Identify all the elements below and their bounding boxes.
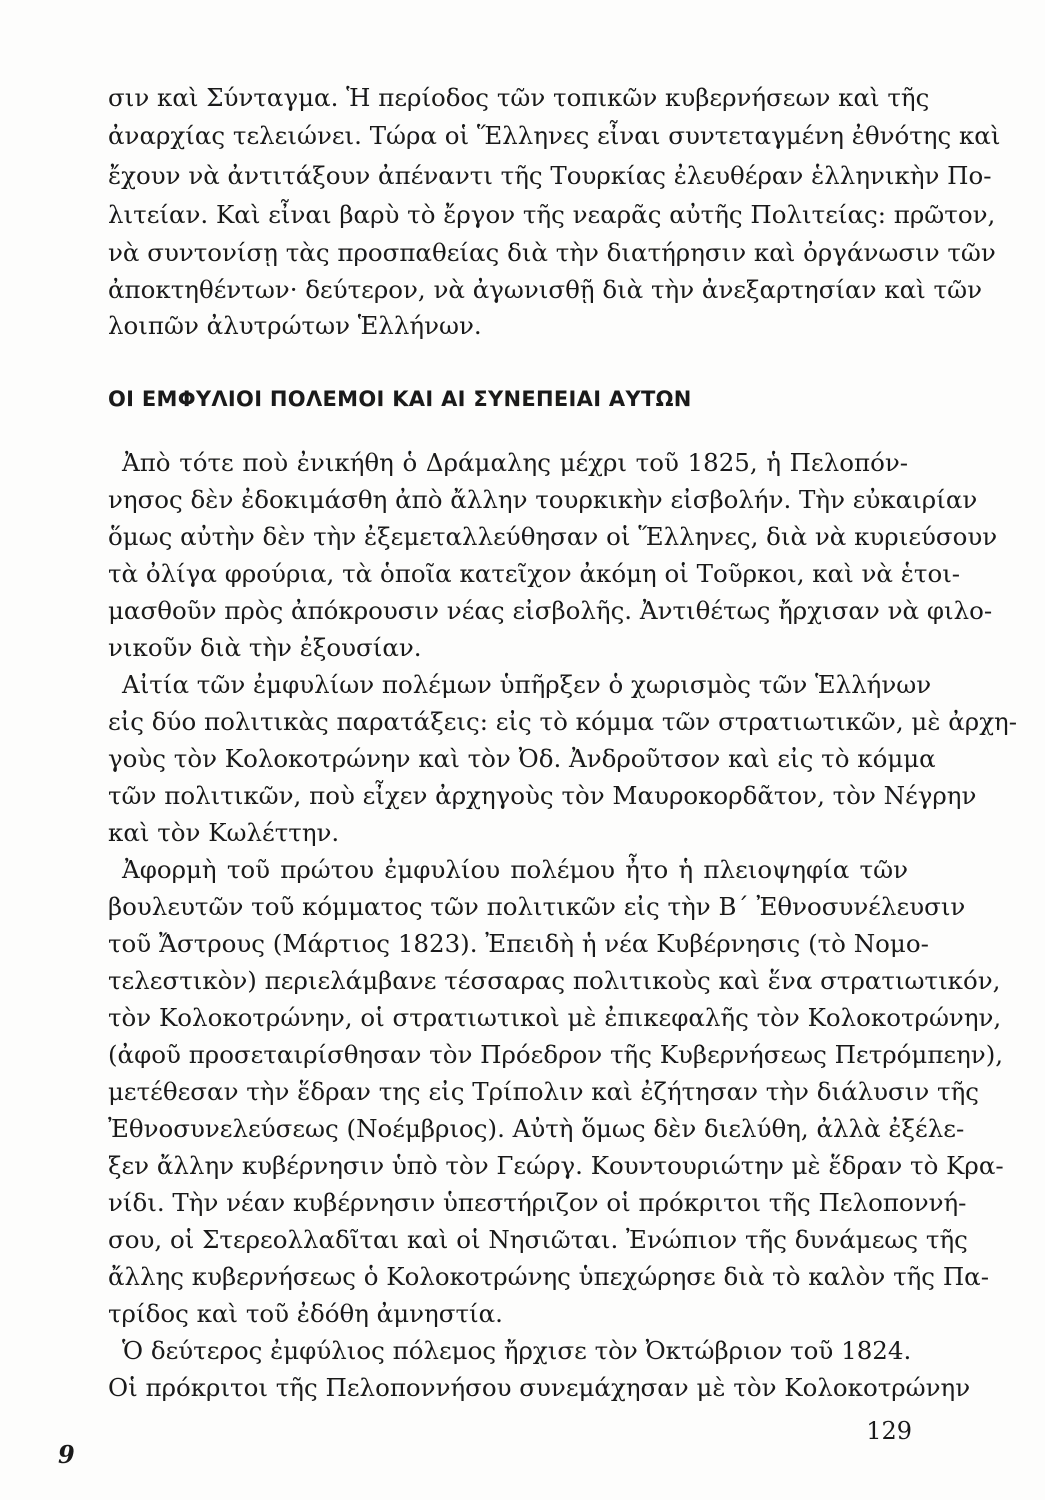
text-line: νὰ συντονίσῃ τὰς προσπαθείας διὰ τὴν διατήρησιν καὶ ὀργάνωσιν τῶν	[108, 238, 996, 267]
text-line: τρίδος καὶ τοῦ ἐδόθη ἀμνηστία.	[108, 1299, 503, 1328]
text-line: (ἀφοῦ προσεταιρίσθησαν τὸν Πρόεδρον τῆς Κυβερνήσεως Πετρόμπεην),	[108, 1040, 1004, 1069]
section-heading: ΟΙ ΕΜΦΥΛΙΟΙ ΠΟΛΕΜΟΙ ΚΑΙ ΑΙ ΣΥΝΕΠΕΙΑΙ ΑΥΤΩΝ	[108, 387, 692, 411]
text-line: ἀποκτηθέντων· δεύτερον, νὰ ἀγωνισθῇ διὰ τὴν ἀνεξαρτησίαν καὶ τῶν	[108, 275, 982, 304]
text-line: νικοῦν διὰ τὴν ἐξουσίαν.	[108, 633, 422, 662]
text-line: τὸν Κολοκοτρώνην, οἱ στρατιωτικοὶ μὲ ἐπικεφαλῆς τὸν Κολοκοτρώνην,	[108, 1003, 1002, 1032]
text-line: βουλευτῶν τοῦ κόμματος τῶν πολιτικῶν εἰς τὴν Β΄ Ἐθνοσυνέλευσιν	[108, 892, 966, 921]
text-line: σου, οἱ Στερεολλαδῖται καὶ οἱ Νησιῶται. Ἐνώπιον τῆς δυνάμεως τῆς	[108, 1225, 968, 1254]
text-line: ξεν ἄλλην κυβέρνησιν ὑπὸ τὸν Γεώργ. Κουντουριώτην μὲ ἕδραν τὸ Κρα-	[108, 1151, 1004, 1180]
text-line: ὅμως αὐτὴν δὲν τὴν ἐξεμεταλλεύθησαν οἱ Ἕλληνες, διὰ νὰ κυριεύσουν	[108, 522, 998, 551]
text-line: ἄλλης κυβερνήσεως ὁ Κολοκοτρώνης ὑπεχώρησε διὰ τὸ καλὸν τῆς Πα-	[108, 1262, 990, 1291]
text-line: Ἐθνοσυνελεύσεως (Νοέμβριος). Αὐτὴ ὅμως δὲν διελύθη, ἀλλὰ ἐξέλε-	[108, 1114, 965, 1143]
text-line: τὰ ὀλίγα φρούρια, τὰ ὁποῖα κατεῖχον ἀκόμη οἱ Τοῦρκοι, καὶ νὰ ἑτοι-	[108, 559, 961, 588]
text-line: καὶ τὸν Κωλέττην.	[108, 818, 340, 847]
signature-mark: 9	[58, 1440, 75, 1469]
text-line: λοιπῶν ἀλυτρώτων Ἑλλήνων.	[108, 311, 482, 340]
text-line: Ἀπὸ τότε ποὺ ἐνικήθη ὁ Δράμαλης μέχρι τοῦ 1825, ἡ Πελοπόν-	[122, 448, 908, 477]
text-line: εἰς δύο πολιτικὰς παρατάξεις: εἰς τὸ κόμμα τῶν στρατιωτικῶν, μὲ ἀρχη-	[108, 707, 1018, 736]
text-line: τελεστικὸν) περιελάμβανε τέσσαρας πολιτικοὺς καὶ ἕνα στρατιωτικόν,	[108, 966, 1001, 995]
text-line: Ἀφορμὴ τοῦ πρώτου ἐμφυλίου πολέμου ἦτο ἡ πλειοψηφία τῶν	[122, 855, 908, 884]
text-line: Αἰτία τῶν ἐμφυλίων πολέμων ὑπῆρξεν ὁ χωρισμὸς τῶν Ἑλλήνων	[122, 670, 932, 699]
text-line: μετέθεσαν τὴν ἕδραν της εἰς Τρίπολιν καὶ ἐζήτησαν τὴν διάλυσιν τῆς	[108, 1077, 980, 1106]
text-line: νίδι. Τὴν νέαν κυβέρνησιν ὑπεστήριζον οἱ πρόκριτοι τῆς Πελοποννή-	[108, 1188, 967, 1217]
text-line: νησος δὲν ἐδοκιμάσθη ἀπὸ ἄλλην τουρκικὴν εἰσβολήν. Τὴν εὐκαιρίαν	[108, 485, 978, 514]
text-line: σιν καὶ Σύνταγμα. Ἡ περίοδος τῶν τοπικῶν κυβερνήσεων καὶ τῆς	[108, 83, 930, 112]
text-line: λιτείαν. Καὶ εἶναι βαρὺ τὸ ἔργον τῆς νεαρᾶς αὐτῆς Πολιτείας: πρῶτον,	[108, 200, 996, 229]
text-line: Οἱ πρόκριτοι τῆς Πελοποννήσου συνεμάχησαν μὲ τὸν Κολοκοτρώνην	[108, 1373, 971, 1402]
text-line: μασθοῦν πρὸς ἀπόκρουσιν νέας εἰσβολῆς. Ἀντιθέτως ἤρχισαν νὰ φιλο-	[108, 596, 993, 625]
text-line: τῶν πολιτικῶν, ποὺ εἶχεν ἀρχηγοὺς τὸν Μαυροκορδᾶτον, τὸν Νέγρην	[108, 781, 977, 810]
text-line: γοὺς τὸν Κολοκοτρώνην καὶ τὸν Ὀδ. Ἀνδροῦτσον καὶ εἰς τὸ κόμμα	[108, 744, 936, 773]
text-line: Ὁ δεύτερος ἐμφύλιος πόλεμος ἤρχισε τὸν Ὀκτώβριον τοῦ 1824.	[122, 1336, 912, 1365]
text-line: τοῦ Ἄστρους (Μάρτιος 1823). Ἐπειδὴ ἡ νέα Κυβέρνησις (τὸ Νομο-	[108, 929, 929, 958]
text-line: ἀναρχίας τελειώνει. Τώρα οἱ Ἕλληνες εἶναι συντεταγμένη ἐθνότης καὶ	[108, 121, 1001, 150]
text-line: ἔχουν νὰ ἀντιτάξουν ἀπέναντι τῆς Τουρκίας ἐλευθέραν ἑλληνικὴν Πο-	[108, 161, 992, 190]
page-number: 129	[866, 1417, 912, 1445]
